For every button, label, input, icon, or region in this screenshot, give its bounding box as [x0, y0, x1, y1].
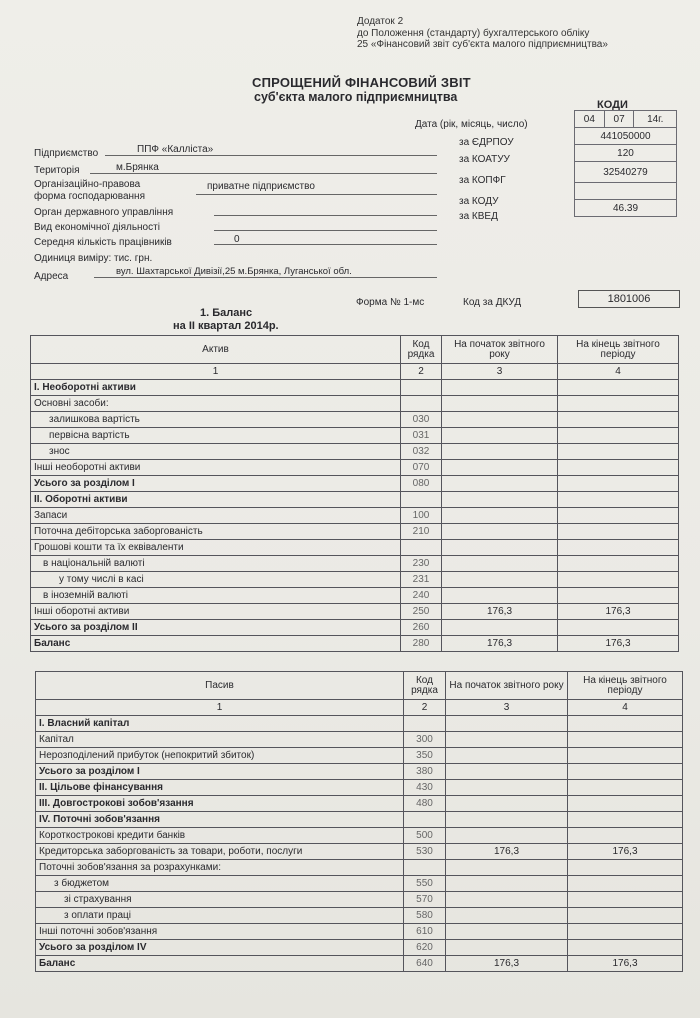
table-row	[36, 940, 683, 956]
header-num-3: 3	[446, 700, 568, 716]
header-num-1: 1	[36, 700, 404, 716]
row-start-value	[446, 796, 568, 812]
row-start-value	[442, 540, 558, 556]
row-label: Капітал	[36, 732, 404, 748]
header-end: На кінець звітного періоду	[558, 336, 679, 364]
address-value: вул. Шахтарської Дивізії,25 м.Брянка, Луганської обл.	[116, 266, 352, 277]
header-num-2: 2	[404, 700, 446, 716]
assets-table	[30, 335, 679, 652]
row-end-value: 176,3	[558, 636, 679, 652]
org-form-label-2: форма господарювання	[34, 191, 145, 202]
assets-rows	[31, 380, 679, 652]
dkud-label: Код за ДКУД	[463, 297, 522, 308]
activity-label: Вид економічної діяльності	[34, 222, 160, 233]
row-label: IV. Поточні зобов'язання	[36, 812, 404, 828]
row-label: II. Оборотні активи	[31, 492, 401, 508]
row-end-value	[558, 444, 679, 460]
row-start-value	[442, 492, 558, 508]
table-row	[31, 428, 679, 444]
row-code: 580	[404, 908, 446, 924]
row-label: Кредиторська заборгованість за товари, роботи, послуги	[36, 844, 404, 860]
table-row	[36, 796, 683, 812]
header-num-4: 4	[558, 364, 679, 380]
row-end-value	[558, 588, 679, 604]
table-row	[31, 572, 679, 588]
table-row	[31, 412, 679, 428]
row-start-value	[442, 588, 558, 604]
row-start-value: 176,3	[442, 636, 558, 652]
row-code: 570	[404, 892, 446, 908]
unit-label: Одиниця виміру: тис. грн.	[34, 253, 153, 264]
table-row	[31, 460, 679, 476]
row-label: Усього за розділом I	[31, 476, 401, 492]
row-start-value	[442, 444, 558, 460]
row-code: 030	[401, 412, 442, 428]
row-label: знос	[31, 444, 401, 460]
header-end: На кінець звітного періоду	[568, 672, 683, 700]
row-label: залишкова вартість	[31, 412, 401, 428]
org-form-label-1: Організаційно-правова	[34, 179, 141, 190]
row-end-value	[568, 748, 683, 764]
appendix-line-1: Додаток 2	[357, 16, 404, 27]
address-label: Адреса	[34, 271, 69, 282]
table-row	[36, 956, 683, 972]
row-label: III. Довгострокові зобов'язання	[36, 796, 404, 812]
row-code: 070	[401, 460, 442, 476]
row-label: Усього за розділом I	[36, 764, 404, 780]
row-label: I. Необоротні активи	[31, 380, 401, 396]
row-start-value	[446, 716, 568, 732]
row-end-value	[568, 828, 683, 844]
row-label: зі страхування	[36, 892, 404, 908]
row-code: 640	[404, 956, 446, 972]
row-start-value	[442, 476, 558, 492]
row-code: 500	[404, 828, 446, 844]
row-end-value	[568, 732, 683, 748]
table-row	[36, 876, 683, 892]
row-label: I. Власний капітал	[36, 716, 404, 732]
row-code: 380	[404, 764, 446, 780]
report-subtitle: суб'єкта малого підприємництва	[254, 90, 458, 104]
gov-body-label: Орган державного управління	[34, 207, 174, 218]
row-end-value	[558, 412, 679, 428]
row-label: Поточні зобов'язання за розрахунками:	[36, 860, 404, 876]
row-end-value	[568, 716, 683, 732]
row-start-value	[446, 924, 568, 940]
header-liability: Пасив	[36, 672, 404, 700]
row-start-value	[442, 460, 558, 476]
appendix-header	[357, 16, 608, 51]
row-code: 032	[401, 444, 442, 460]
table-row	[36, 924, 683, 940]
row-code: 480	[404, 796, 446, 812]
form-number: Форма № 1-мс	[356, 297, 425, 308]
row-start-value: 176,3	[446, 956, 568, 972]
row-end-value	[558, 620, 679, 636]
balance-title: 1. Баланс	[200, 307, 253, 319]
row-end-value	[558, 524, 679, 540]
row-end-value	[568, 940, 683, 956]
report-title: СПРОЩЕНИЙ ФІНАНСОВИЙ ЗВІТ	[252, 75, 471, 90]
row-label: Інші поточні зобов'язання	[36, 924, 404, 940]
table-row	[31, 524, 679, 540]
row-label: Баланс	[31, 636, 401, 652]
row-end-value	[558, 380, 679, 396]
row-start-value	[442, 380, 558, 396]
enterprise-label: Підприємство	[34, 148, 99, 159]
row-label: II. Цільове фінансування	[36, 780, 404, 796]
row-code: 550	[404, 876, 446, 892]
row-code: 100	[401, 508, 442, 524]
header-code: Код рядка	[404, 672, 446, 700]
territory-value: м.Брянка	[116, 162, 159, 173]
row-end-value	[568, 860, 683, 876]
row-code: 300	[404, 732, 446, 748]
row-end-value	[558, 540, 679, 556]
row-start-value: 176,3	[446, 844, 568, 860]
row-start-value	[446, 892, 568, 908]
row-end-value	[568, 876, 683, 892]
table-row	[31, 444, 679, 460]
table-row	[36, 892, 683, 908]
row-code: 430	[404, 780, 446, 796]
balance-period: на II квартал 2014р.	[173, 320, 279, 332]
row-end-value	[568, 924, 683, 940]
row-code: 210	[401, 524, 442, 540]
row-start-value	[446, 876, 568, 892]
table-row	[31, 508, 679, 524]
row-code: 250	[401, 604, 442, 620]
row-start-value	[442, 572, 558, 588]
table-row	[31, 636, 679, 652]
row-start-value	[446, 828, 568, 844]
row-code	[404, 860, 446, 876]
table-row	[36, 748, 683, 764]
date-year: 14г.	[634, 111, 677, 128]
row-start-value	[446, 748, 568, 764]
row-code: 031	[401, 428, 442, 444]
za-kved-label: за КВЕД	[459, 211, 498, 222]
row-start-value	[446, 732, 568, 748]
row-start-value	[442, 428, 558, 444]
code-kopfg: 32540279	[575, 162, 677, 183]
row-end-value	[568, 796, 683, 812]
row-start-value	[446, 812, 568, 828]
row-code: 260	[401, 620, 442, 636]
row-code: 240	[401, 588, 442, 604]
row-end-value	[558, 572, 679, 588]
codes-table	[574, 110, 677, 217]
row-end-value	[558, 492, 679, 508]
appendix-line-3: 25 «Фінансовий звіт суб'єкта малого підприємництва»	[357, 39, 608, 50]
row-start-value	[446, 860, 568, 876]
row-label: Інші оборотні активи	[31, 604, 401, 620]
dkud-code: 1801006	[578, 290, 680, 308]
code-edrpou: 441050000	[575, 128, 677, 145]
row-code: 231	[401, 572, 442, 588]
row-start-value	[442, 396, 558, 412]
liabilities-table	[35, 671, 683, 972]
table-row	[36, 908, 683, 924]
table-row	[36, 828, 683, 844]
za-kopfg-label: за КОПФГ	[459, 175, 506, 186]
staff-label: Середня кількість працівників	[34, 237, 172, 248]
header-num-3: 3	[442, 364, 558, 380]
org-form-value: приватне підприємство	[207, 181, 315, 192]
table-row	[36, 764, 683, 780]
row-code: 350	[404, 748, 446, 764]
row-start-value	[442, 412, 558, 428]
table-row	[31, 380, 679, 396]
row-code: 280	[401, 636, 442, 652]
header-start: На початок звітного року	[442, 336, 558, 364]
enterprise-value: ППФ «Калліста»	[137, 144, 214, 155]
row-label: Короткострокові кредити банків	[36, 828, 404, 844]
row-end-value: 176,3	[568, 956, 683, 972]
table-row	[31, 492, 679, 508]
row-end-value	[558, 556, 679, 572]
za-kodu-label: за КОДУ	[459, 196, 499, 207]
row-start-value	[446, 908, 568, 924]
header-start: На початок звітного року	[446, 672, 568, 700]
row-label: Усього за розділом II	[31, 620, 401, 636]
row-label: з бюджетом	[36, 876, 404, 892]
za-koatuu-label: за КОАТУУ	[459, 154, 510, 165]
code-koatuu: 120	[575, 145, 677, 162]
row-code	[404, 812, 446, 828]
table-row	[36, 716, 683, 732]
code-kved: 46.39	[575, 200, 677, 217]
row-code	[401, 396, 442, 412]
row-label: Поточна дебіторська заборгованість	[31, 524, 401, 540]
table-row	[36, 812, 683, 828]
table-row	[31, 588, 679, 604]
row-end-value	[568, 764, 683, 780]
row-start-value	[442, 620, 558, 636]
table-row	[36, 732, 683, 748]
header-asset: Актив	[31, 336, 401, 364]
row-label: Інші необоротні активи	[31, 460, 401, 476]
row-end-value	[568, 780, 683, 796]
row-code: 230	[401, 556, 442, 572]
code-kodu	[575, 183, 677, 200]
liabilities-rows	[36, 716, 683, 972]
row-start-value: 176,3	[442, 604, 558, 620]
table-row	[36, 860, 683, 876]
row-end-value	[558, 460, 679, 476]
table-row	[36, 780, 683, 796]
date-day: 04	[575, 111, 605, 128]
header-num-1: 1	[31, 364, 401, 380]
table-row	[31, 540, 679, 556]
row-end-value: 176,3	[568, 844, 683, 860]
row-label: Грошові кошти та їх еквіваленти	[31, 540, 401, 556]
row-end-value	[558, 396, 679, 412]
row-code	[401, 540, 442, 556]
row-code: 620	[404, 940, 446, 956]
row-start-value	[446, 780, 568, 796]
row-end-value	[568, 812, 683, 828]
row-label: Основні засоби:	[31, 396, 401, 412]
row-start-value	[442, 508, 558, 524]
row-code	[404, 716, 446, 732]
row-code	[401, 380, 442, 396]
row-label: Усього за розділом IV	[36, 940, 404, 956]
row-code	[401, 492, 442, 508]
table-row	[31, 620, 679, 636]
row-label: в іноземній валюті	[31, 588, 401, 604]
row-label: Запаси	[31, 508, 401, 524]
codes-label: КОДИ	[597, 99, 628, 111]
date-month: 07	[604, 111, 634, 128]
za-edrpou-label: за ЄДРПОУ	[459, 137, 514, 148]
row-start-value	[446, 764, 568, 780]
header-num-4: 4	[568, 700, 683, 716]
header-code: Код рядка	[401, 336, 442, 364]
territory-label: Територія	[34, 165, 80, 176]
table-row	[36, 844, 683, 860]
date-label: Дата (рік, місяць, число)	[415, 119, 528, 130]
table-row	[31, 396, 679, 412]
table-row	[31, 556, 679, 572]
row-label: Баланс	[36, 956, 404, 972]
row-label: в національній валюті	[31, 556, 401, 572]
table-row	[31, 604, 679, 620]
row-code: 080	[401, 476, 442, 492]
row-end-value	[568, 908, 683, 924]
appendix-line-2: до Положення (стандарту) бухгалтерського обліку	[357, 27, 590, 39]
row-start-value	[442, 556, 558, 572]
row-code: 610	[404, 924, 446, 940]
header-num-2: 2	[401, 364, 442, 380]
row-label: у тому числі в касі	[31, 572, 401, 588]
row-code: 530	[404, 844, 446, 860]
row-end-value: 176,3	[558, 604, 679, 620]
row-label: з оплати праці	[36, 908, 404, 924]
row-label: Нерозподілений прибуток (непокритий збиток)	[36, 748, 404, 764]
row-start-value	[446, 940, 568, 956]
row-end-value	[558, 428, 679, 444]
row-end-value	[558, 508, 679, 524]
table-row	[31, 476, 679, 492]
row-end-value	[568, 892, 683, 908]
row-start-value	[442, 524, 558, 540]
staff-value: 0	[234, 234, 240, 245]
row-label: первісна вартість	[31, 428, 401, 444]
row-end-value	[558, 476, 679, 492]
